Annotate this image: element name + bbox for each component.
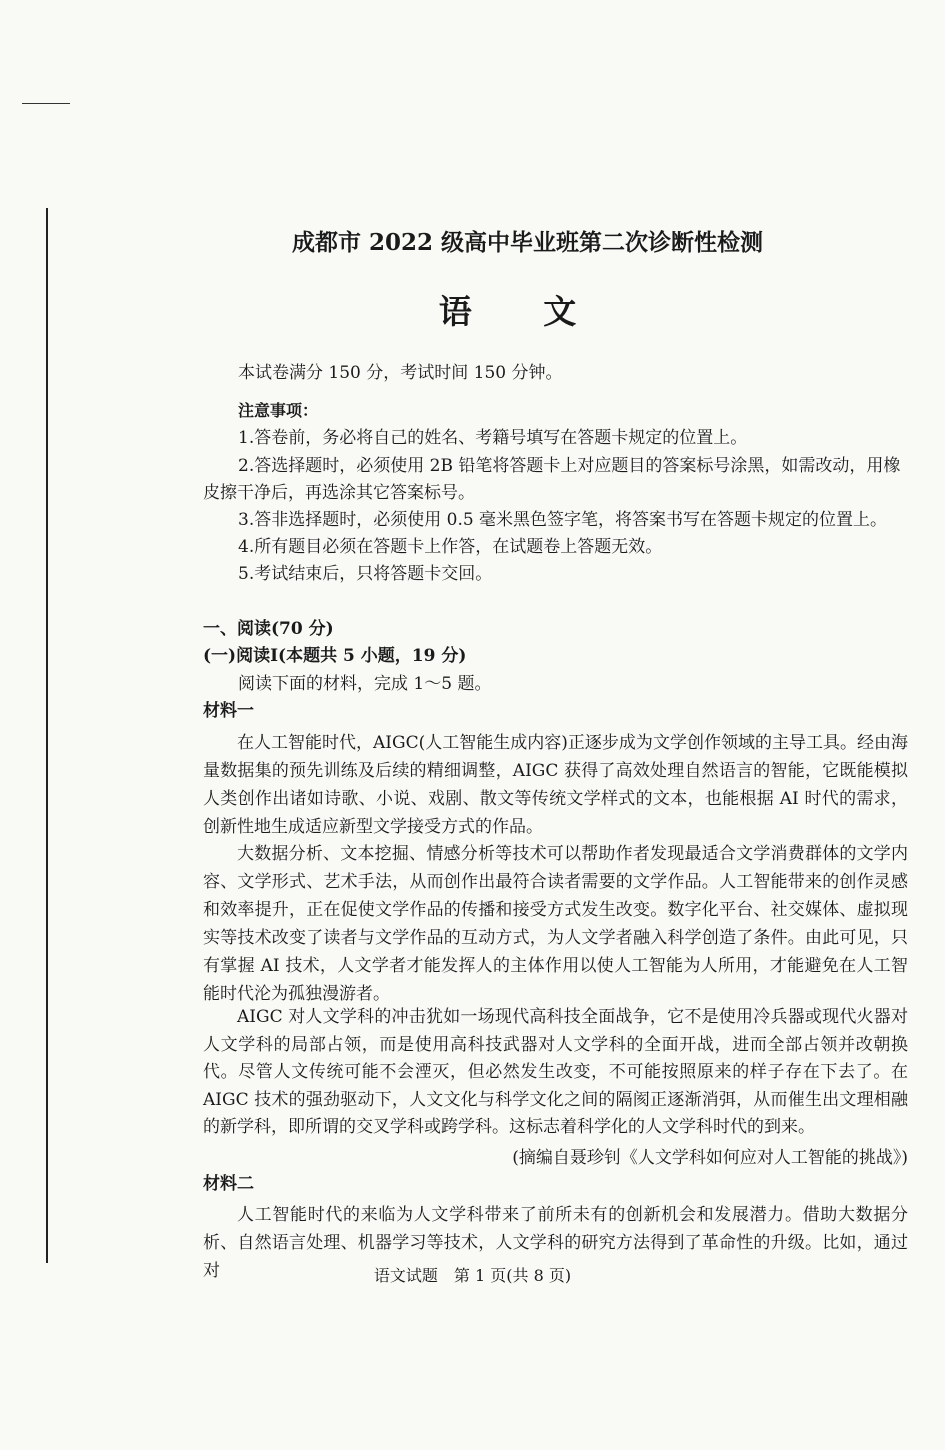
note-item: 4.所有题目必须在答题卡上作答，在试题卷上答题无效。 [238,537,663,557]
exam-title: 成都市 2022 级高中毕业班第二次诊断性检测 [291,229,764,256]
material-1-paragraph: AIGC 对人文学科的冲击犹如一场现代高科技全面战争，它不是使用冷兵器或现代火器对人文学科的局部占领，而是使用高科技武器对人文学科的全面开战，进而全部占领并改朝换代。尽管人文传统可能不会湮灭，但必然发生改变，不可能按照原来的样子存在下去了。在 AIGC 技术的强劲驱动下，人文文化与科学文化之间的隔阂正逐渐消弭，从而催生出文理相融的新学科，即所谓的交叉学科或跨学科。这标志着科学化的人文学科时代的到来。 [203,1007,908,1137]
material-2-label: 材料二 [203,1174,254,1194]
note-item: 5.考试结束后，只将答题卡交回。 [238,564,493,584]
material-1-source: (摘编自聂珍钊《人文学科如何应对人工智能的挑战》) [512,1148,908,1168]
sub-section-heading: (一)阅读Ⅰ(本题共 5 小题，19 分) [203,646,467,666]
material-1-label: 材料一 [203,701,254,721]
material-1-paragraph: 大数据分析、文本挖掘、情感分析等技术可以帮助作者发现最适合文学消费群体的文学内容、文学形式、艺术手法，从而创作出最符合读者需要的文学作品。人工智能带来的创作灵感和效率提升，正在促使文学作品的传播和接受方式发生改变。数字化平台、社交媒体、虚拟现实等技术改变了读者与文学作品的互动方式，为人文学者融入科学创造了条件。由此可见，只有掌握 AI 技术，人文学者才能发挥人的主体作用以使人工智能为人所用，才能避免在人工智能时代沦为孤独漫游者。 [203,844,908,1004]
subject-title: 语 文 [438,292,607,331]
note-item: 3.答非选择题时，必须使用 0.5 毫米黑色签字笔，将答案书写在答题卡规定的位置上。 [238,510,888,530]
material-2-paragraph: 人工智能时代的来临为人文学科带来了前所未有的创新机会和发展潜力。借助大数据分析、自然语言处理、机器学习等技术，人文学科的研究方法得到了革命性的升级。比如，通过对 [203,1205,908,1281]
page-footer: 语文试题 第 1 页(共 8 页) [373,1266,572,1285]
section-heading: 一、阅读(70 分) [203,619,334,639]
note-item: 皮擦干净后，再选涂其它答案标号。 [203,483,475,503]
note-item: 1.答卷前，务必将自己的姓名、考籍号填写在答题卡规定的位置上。 [238,428,748,448]
material-1-paragraph: 在人工智能时代，AIGC(人工智能生成内容)正逐步成为文学创作领域的主导工具。经由海量数据集的预先训练及后续的精细调整，AIGC 获得了高效处理自然语言的智能，它既能模拟人类创作出诸如诗歌、小说、戏剧、散文等传统文学样式的文本，也能根据 AI 时代的需求，创新性地生成适应新型文学接受方式的作品。 [203,733,908,837]
reading-instruction: 阅读下面的材料，完成 1～5 题。 [238,674,492,694]
notes-heading: 注意事项： [238,401,319,420]
exam-info: 本试卷满分 150 分，考试时间 150 分钟。 [238,363,563,383]
note-item: 2.答选择题时，必须使用 2B 铅笔将答题卡上对应题目的答案标号涂黑，如需改动，用橡 [238,456,901,476]
